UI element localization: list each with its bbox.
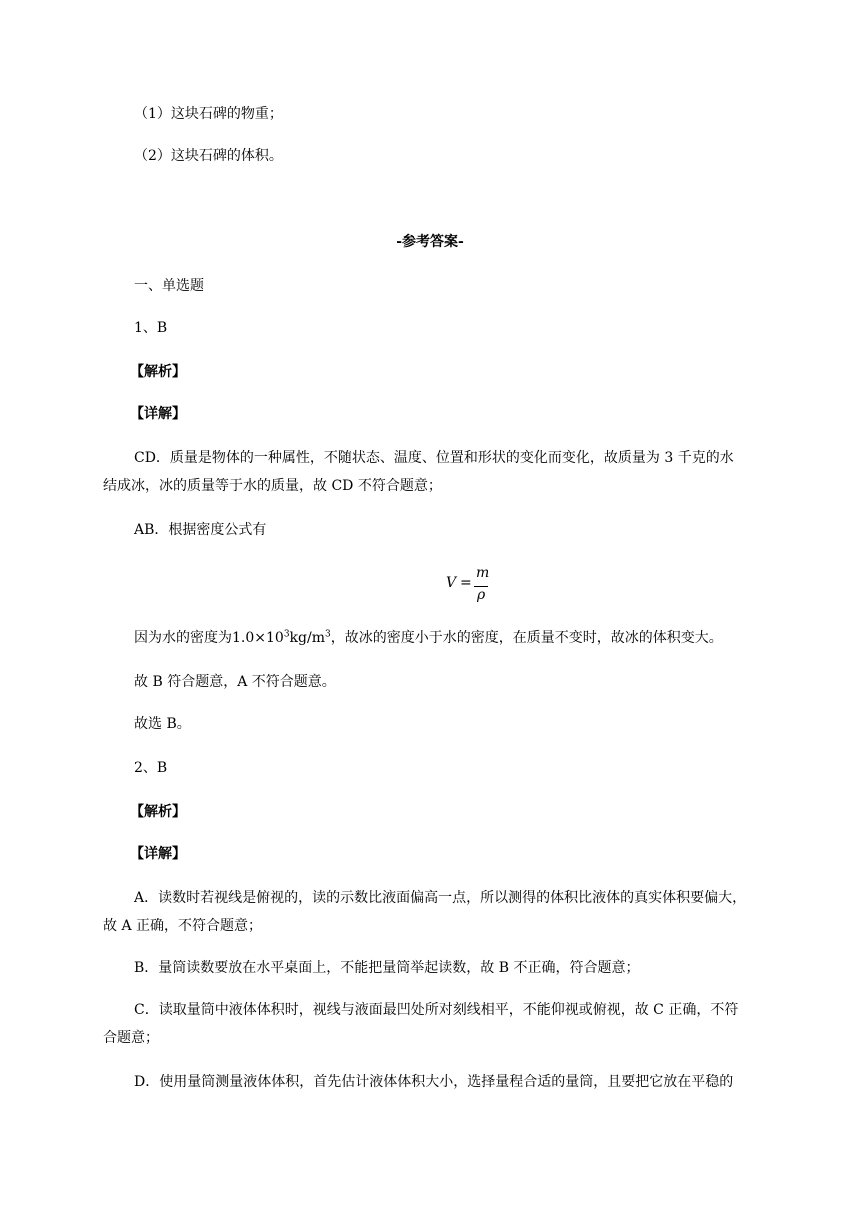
item-2-para-b: B．量筒读数要放在水平桌面上，不能把量筒举起读数，故 B 不正确，符合题意；: [134, 960, 640, 976]
item-1-para-ab: AB．根据密度公式有: [134, 522, 267, 538]
item-1-para-cd-line1: CD．质量是物体的一种属性，不随状态、温度、位置和形状的变化而变化，故质量为 3 千克的水: [134, 450, 734, 466]
item-2-para-d-line1: D．使用量筒测量液体体积，首先估计液体体积大小，选择量程合适的量筒，且要把它放在平稳的: [134, 1074, 734, 1090]
item-1-detail-label: 【详解】: [130, 406, 186, 422]
formula-lhs: V: [446, 575, 457, 591]
item-1-conclusion: 故 B 符合题意，A 不符合题意。: [134, 674, 336, 690]
density-prefix: 因为水的密度为: [134, 630, 232, 646]
density-value: 1.0×10: [232, 630, 284, 646]
answers-title: -参考答案-: [396, 234, 464, 250]
item-2-para-a-line2: 故 A 正确，不符合题意；: [103, 918, 263, 934]
formula-denominator: ρ: [477, 587, 486, 603]
density-formula: [446, 565, 506, 605]
density-unit: kg/m: [289, 630, 325, 646]
item-2-detail-label: 【详解】: [130, 846, 186, 862]
item-2-number: 2、B: [134, 760, 168, 776]
item-2-para-c-line2: 合题意；: [103, 1030, 159, 1046]
section-title: 一、单选题: [134, 278, 204, 294]
formula-equals: =: [460, 575, 472, 591]
item-1-para-cd-line2: 结成冰，冰的质量等于水的质量，故 CD 不符合题意；: [103, 478, 442, 494]
item-1-choice: 故选 B。: [134, 716, 191, 732]
formula-numerator: m: [476, 565, 490, 581]
density-exponent: 3: [283, 629, 290, 640]
question-2: （2）这块石碑的体积。: [134, 148, 283, 164]
item-2-para-a-line1: A．读数时若视线是俯视的，读的示数比液面偏高一点，所以测得的体积比液体的真实体积要偏大，: [134, 890, 747, 906]
item-1-analysis-label: 【解析】: [130, 364, 186, 380]
item-2-para-c-line1: C．读取量筒中液体体积时，视线与液面最凹处所对刻线相平，不能仰视或俯视，故 C 正确，不符: [134, 1002, 739, 1018]
density-unit-exponent: 3: [324, 629, 331, 640]
density-suffix: ，故冰的密度小于水的密度，在质量不变时，故冰的体积变大。: [330, 630, 723, 646]
item-2-analysis-label: 【解析】: [130, 804, 186, 820]
item-1-number: 1、B: [134, 320, 168, 336]
question-1: （1）这块石碑的物重；: [134, 106, 283, 122]
item-1-density-line: [134, 628, 723, 648]
